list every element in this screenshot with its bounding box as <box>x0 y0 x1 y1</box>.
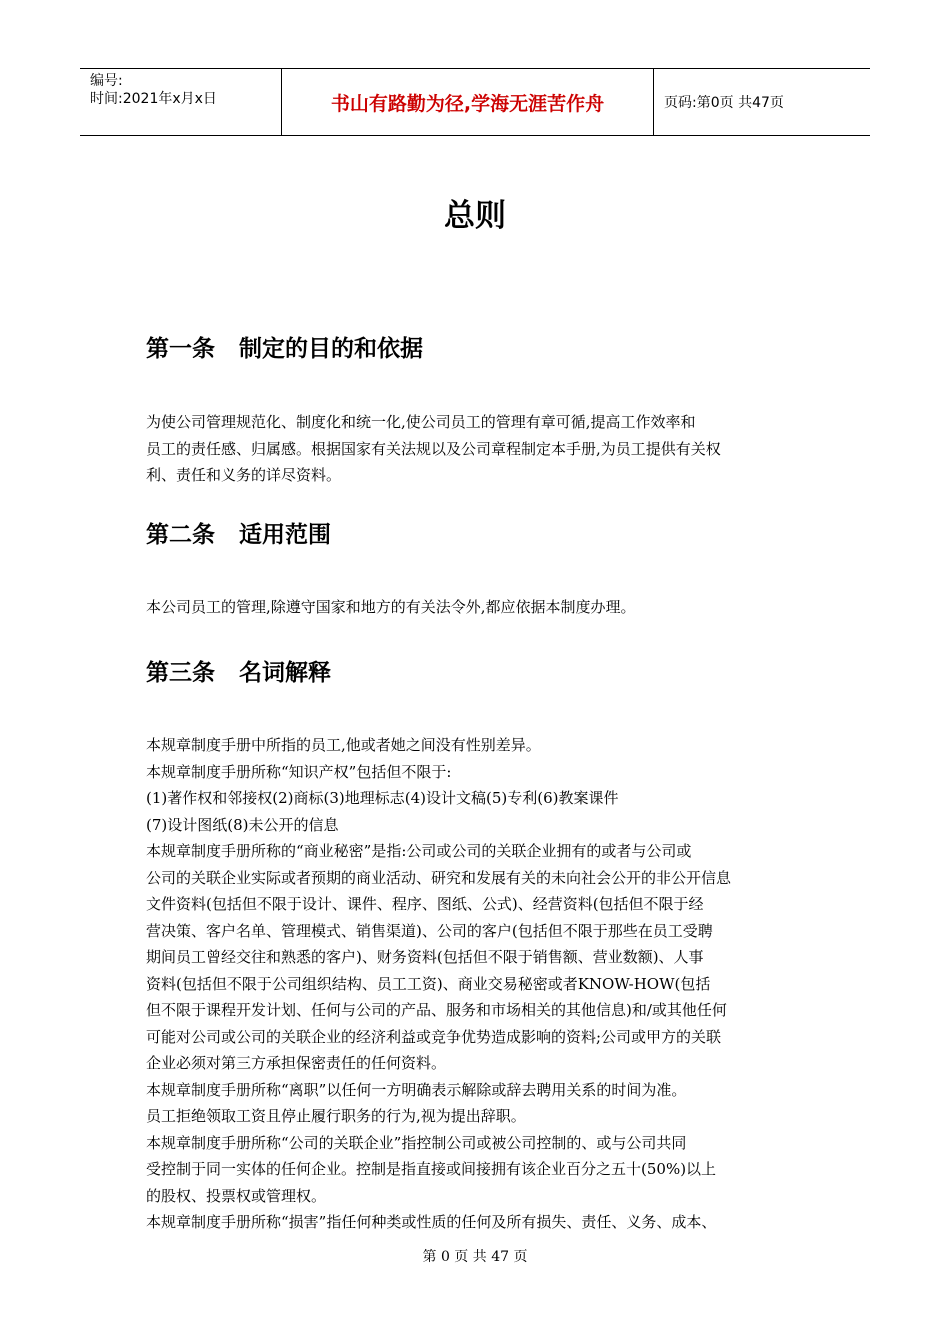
body-line: 文件资料(包括但不限于设计、课件、程序、图纸、公式)、经营资料(包括但不限于经 <box>146 895 704 913</box>
body-line: 本规章制度手册所称“损害”指任何种类或性质的任何及所有损失、责任、义务、成本、 <box>146 1213 717 1231</box>
body-line: (7)设计图纸(8)未公开的信息 <box>146 815 339 834</box>
body-line: 期间员工曾经交往和熟悉的客户)、财务资料(包括但不限于销售额、营业数额)、人事 <box>146 948 704 966</box>
body-line: 资料(包括但不限于公司组织结构、员工工资)、商业交易秘密或者KNOW-HOW(包括 <box>146 974 711 993</box>
body-line: 但不限于课程开发计划、任何与公司的产品、服务和市场相关的其他信息)和/或其他任何 <box>146 1001 727 1019</box>
body-line: 本规章制度手册所称“公司的关联企业”指控制公司或被公司控制的、或与公司共同 <box>146 1133 687 1152</box>
body-line: 员工的责任感、归属感。根据国家有关法规以及公司章程制定本手册,为员工提供有关权 <box>146 439 721 458</box>
body-line: 公司的关联企业实际或者预期的商业活动、研究和发展有关的未向社会公开的非公开信息 <box>146 868 732 887</box>
body-line: 为使公司管理规范化、制度化和统一化,使公司员工的管理有章可循,提高工作效率和 <box>146 413 696 431</box>
section-body-1 <box>146 409 826 489</box>
document-date: 时间:2021年x月x日 <box>90 91 217 107</box>
body-line: (1)著作权和邻接权(2)商标(3)地理标志(4)设计文稿(5)专利(6)教案课件 <box>146 789 619 807</box>
body-line: 营决策、客户名单、管理模式、销售渠道)、公司的客户(包括但不限于那些在员工受聘 <box>146 921 713 940</box>
body-line: 企业必须对第三方承担保密责任的任何资料。 <box>146 1054 447 1072</box>
section-heading-3: 第三条 名词解释 <box>146 660 332 686</box>
body-line: 本规章制度手册所称的“商业秘密”是指:公司或公司的关联企业拥有的或者与公司或 <box>146 842 692 860</box>
body-line: 利、责任和义务的详尽资料。 <box>146 466 342 484</box>
body-line: 本公司员工的管理,除遵守国家和地方的有关法令外,都应依据本制度办理。 <box>146 598 636 616</box>
document-title: 总则 <box>444 198 506 234</box>
section-body-3 <box>146 732 826 1236</box>
body-line: 本规章制度手册中所指的员工,他或者她之间没有性别差异。 <box>146 736 541 754</box>
body-line: 的股权、投票权或管理权。 <box>146 1186 327 1205</box>
body-line: 本规章制度手册所称“离职”以任何一方明确表示解除或辞去聘用关系的时间为准。 <box>146 1080 687 1099</box>
body-line: 可能对公司或公司的关联企业的经济利益或竞争优势造成影响的资料;公司或甲方的关联 <box>146 1027 722 1046</box>
header-motto: 书山有路勤为径,学海无涯苦作舟 <box>282 69 654 135</box>
section-body-2 <box>146 594 826 621</box>
body-line: 员工拒绝领取工资且停止履行职务的行为,视为提出辞职。 <box>146 1107 526 1125</box>
header-page-number: 页码:第0页 共47页 <box>664 95 784 111</box>
document-number: 编号: <box>90 73 123 89</box>
section-heading-1: 第一条 制定的目的和依据 <box>146 336 424 362</box>
body-line: 本规章制度手册所称“知识产权”包括但不限于: <box>146 762 452 781</box>
page-footer: 第 0 页 共 47 页 <box>422 1249 528 1265</box>
header-meta <box>80 69 282 135</box>
section-heading-2: 第二条 适用范围 <box>146 522 332 548</box>
page-header <box>80 68 870 136</box>
body-line: 受控制于同一实体的任何企业。控制是指直接或间接拥有该企业百分之五十(50%)以上 <box>146 1160 717 1178</box>
